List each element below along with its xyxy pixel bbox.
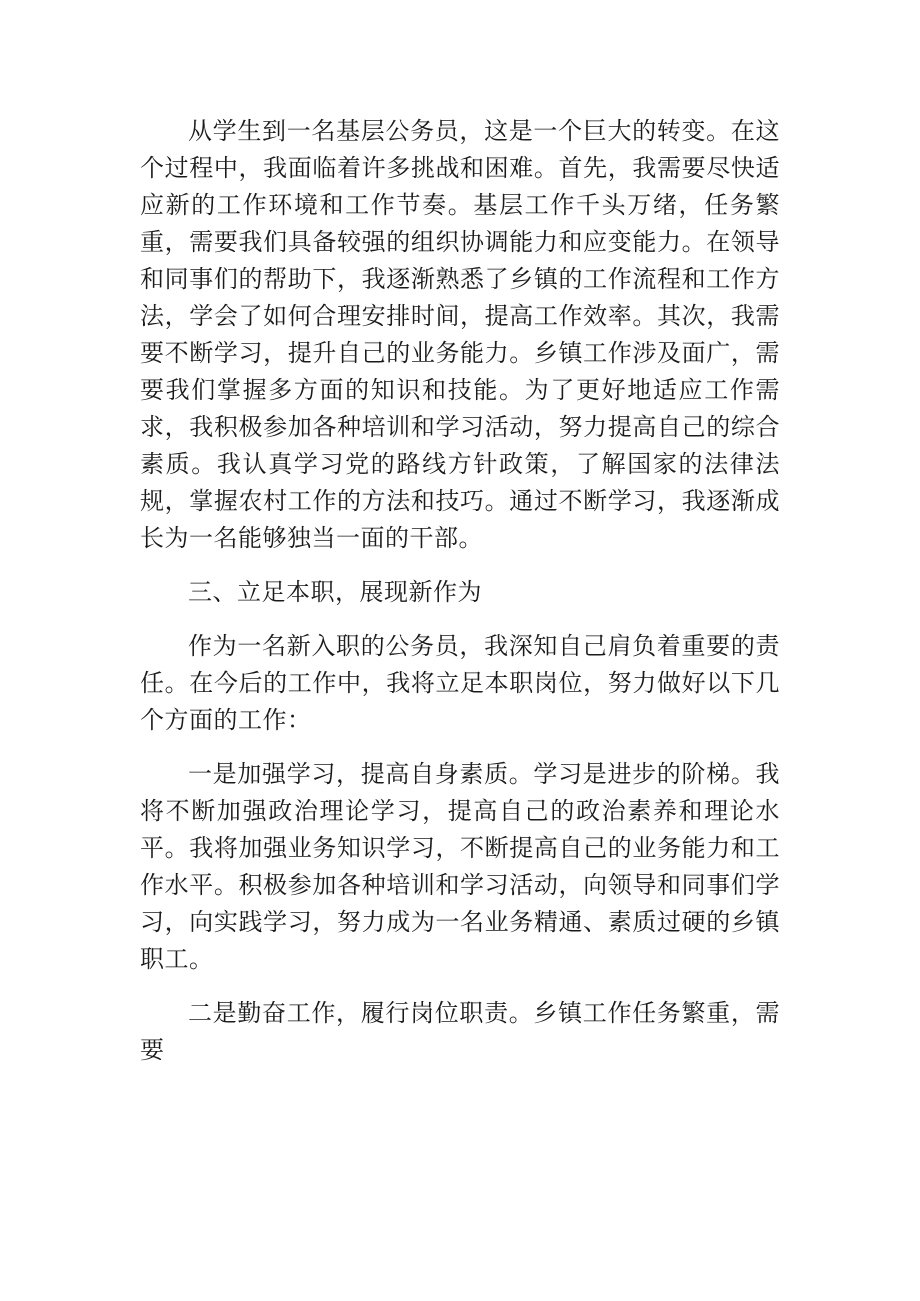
section-heading: 三、立足本职，展现新作为 — [188, 578, 482, 606]
document-body — [140, 113, 780, 1086]
paragraph-responsibility: 作为一名新入职的公务员，我深知自己肩负着重要的责任。在今后的工作中，我将立足本职岗位，努力做好以下几个方面的工作： — [140, 632, 780, 734]
paragraph-point-two: 二是勤奋工作，履行岗位职责。乡镇工作任务繁重，需要 — [140, 999, 780, 1064]
paragraph-point-one: 一是加强学习，提高自身素质。学习是进步的阶梯。我将不断加强政治理论学习，提高自己的政治素养和理论水平。我将加强业务知识学习，不断提高自己的业务能力和工作水平。积极参加各种培训和学习活动，向领导和同事们学习，向实践学习，努力成为一名业务精通、素质过硬的乡镇职工。 — [140, 760, 780, 973]
paragraph-transition: 从学生到一名基层公务员，这是一个巨大的转变。在这个过程中，我面临着许多挑战和困难。首先，我需要尽快适应新的工作环境和工作节奏。基层工作千头万绪，任务繁重，需要我们具备较强的组织协调能力和应变能力。在领导和同事们的帮助下，我逐渐熟悉了乡镇的工作流程和工作方法，学会了如何合理安排时间，提高工作效率。其次，我需要不断学习，提升自己的业务能力。乡镇工作涉及面广，需要我们掌握多方面的知识和技能。为了更好地适应工作需求，我积极参加各种培训和学习活动，努力提高自己的综合素质。我认真学习党的路线方针政策，了解国家的法律法规，掌握农村工作的方法和技巧。通过不断学习，我逐渐成长为一名能够独当一面的干部。 — [140, 117, 780, 552]
